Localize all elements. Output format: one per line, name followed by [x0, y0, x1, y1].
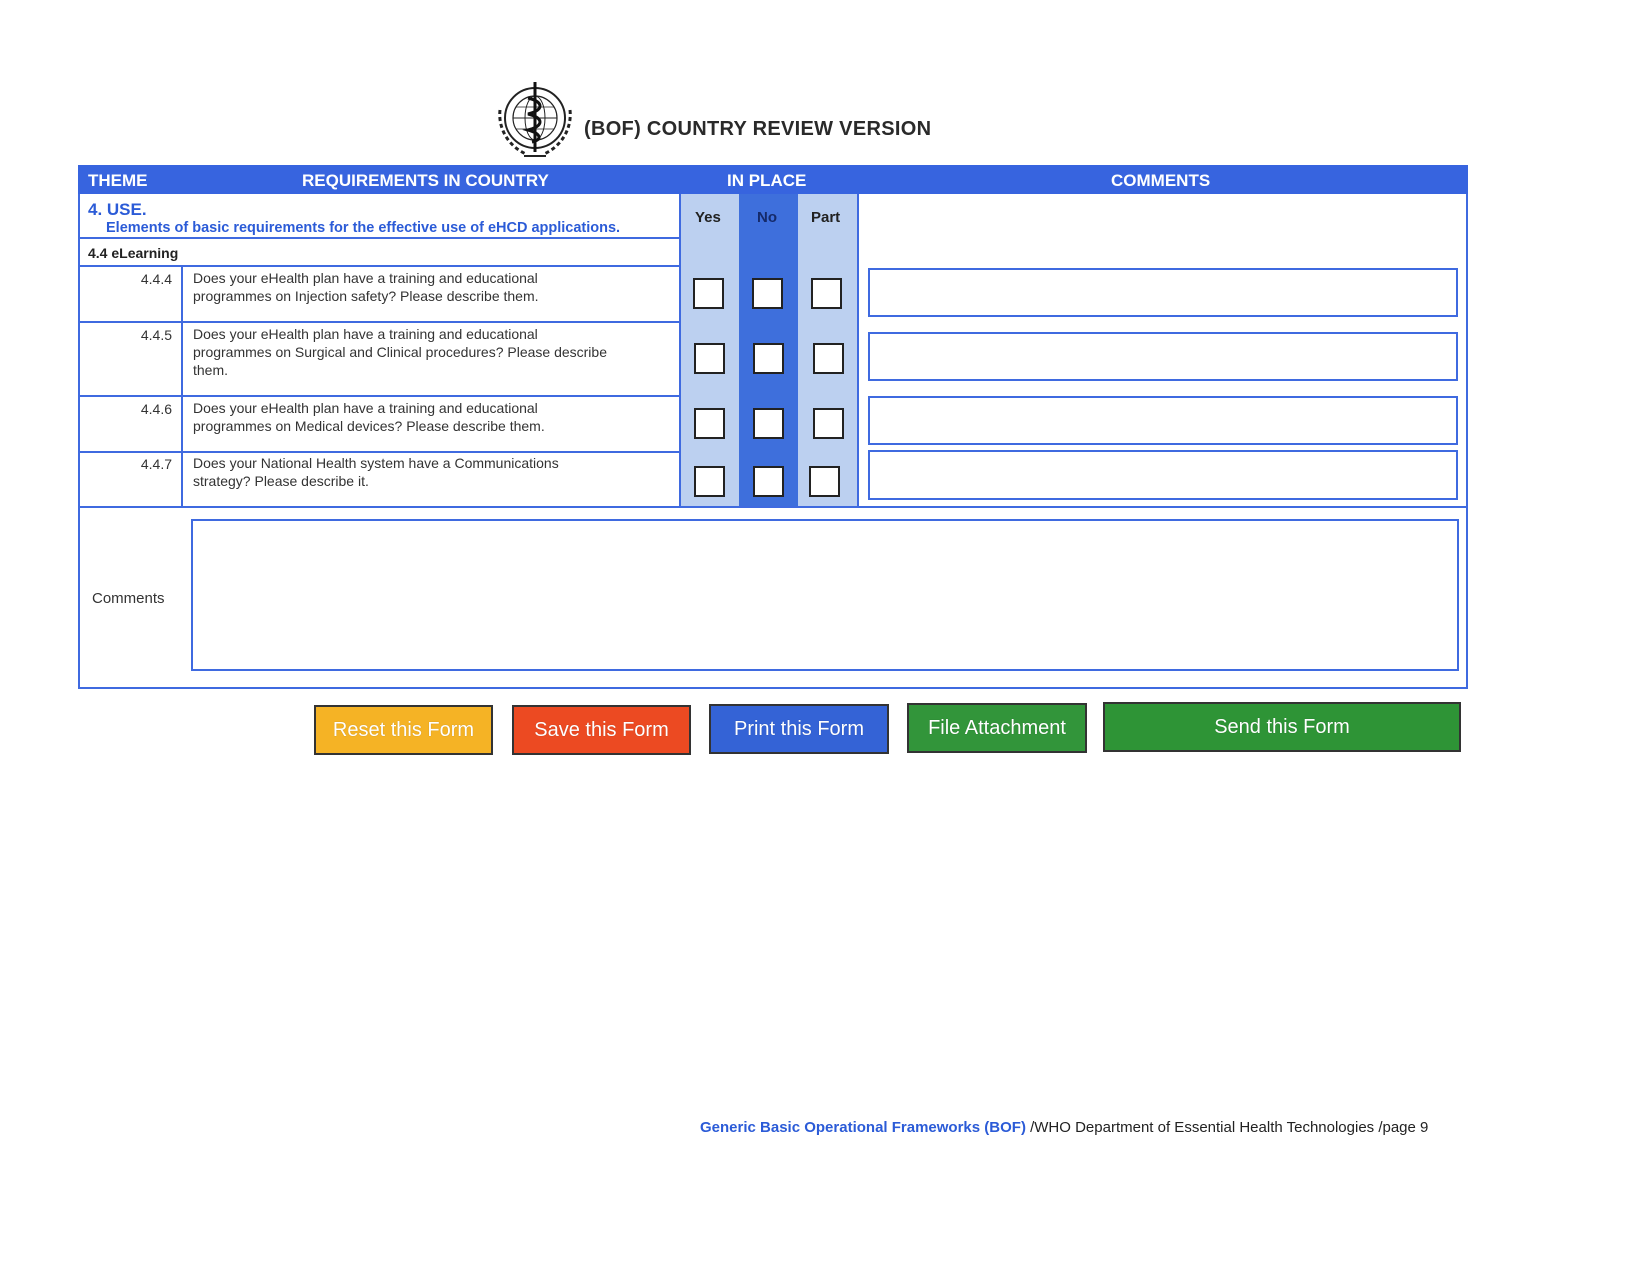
divider — [857, 194, 859, 508]
part-label: Part — [811, 209, 841, 226]
divider — [78, 506, 1468, 508]
no-label: No — [757, 209, 777, 226]
question-number: 4.4.4 — [140, 271, 172, 287]
divider — [78, 321, 679, 323]
requirements-header: REQUIREMENTS IN COUNTRY — [302, 171, 549, 190]
question-number: 4.4.7 — [140, 456, 172, 472]
comment-field-4-4-6[interactable] — [868, 396, 1458, 445]
file-attachment-button[interactable]: File Attachment — [907, 703, 1087, 753]
divider — [78, 506, 80, 689]
question-number: 4.4.6 — [140, 401, 172, 417]
question-text: Does your National Health system have a Communications strategy? Please describe it. — [193, 455, 559, 489]
yes-checkbox-4-4-7[interactable] — [694, 466, 725, 497]
footer-text: /WHO Department of Essential Health Technologies /page 9 — [1025, 1119, 1429, 1136]
section-number: 4. USE. — [88, 200, 147, 219]
question-text: Does your eHealth plan have a training and educational programmes on Injection safety? Please describe them. — [193, 270, 539, 304]
general-comments-field[interactable] — [191, 519, 1459, 671]
no-checkbox-4-4-4[interactable] — [752, 278, 783, 309]
save-form-button[interactable]: Save this Form — [512, 705, 691, 755]
question-number: 4.4.5 — [140, 327, 172, 343]
print-form-button[interactable]: Print this Form — [709, 704, 889, 754]
divider — [181, 265, 183, 506]
part-checkbox-4-4-6[interactable] — [813, 408, 844, 439]
divider — [78, 395, 679, 397]
no-checkbox-4-4-5[interactable] — [753, 343, 784, 374]
document-title: (BOF) COUNTRY REVIEW VERSION — [584, 118, 932, 140]
page-footer — [700, 1119, 1428, 1136]
footer-title: Generic Basic Operational Frameworks (BOF) — [700, 1119, 1026, 1136]
subsection-title: 4.4 eLearning — [88, 245, 179, 261]
divider — [78, 451, 679, 453]
yes-checkbox-4-4-6[interactable] — [694, 408, 725, 439]
comments-label: Comments — [92, 590, 165, 607]
yes-label: Yes — [695, 209, 721, 226]
part-checkbox-4-4-5[interactable] — [813, 343, 844, 374]
part-checkbox-4-4-4[interactable] — [811, 278, 842, 309]
no-checkbox-4-4-7[interactable] — [753, 466, 784, 497]
send-form-button[interactable]: Send this Form — [1103, 702, 1461, 752]
divider — [679, 194, 681, 508]
comment-field-4-4-5[interactable] — [868, 332, 1458, 381]
divider — [78, 237, 679, 239]
part-checkbox-4-4-7[interactable] — [809, 466, 840, 497]
in-place-header: IN PLACE — [727, 171, 807, 190]
comment-field-4-4-4[interactable] — [868, 268, 1458, 317]
reset-form-button[interactable]: Reset this Form — [314, 705, 493, 755]
comment-field-4-4-7[interactable] — [868, 450, 1458, 500]
question-text: Does your eHealth plan have a training and educational programmes on Surgical and Clinical procedures? Please describe them. — [193, 326, 607, 378]
question-text: Does your eHealth plan have a training and educational programmes on Medical devices? Please describe them. — [193, 400, 545, 434]
divider — [78, 265, 679, 267]
yes-checkbox-4-4-4[interactable] — [693, 278, 724, 309]
section-description: Elements of basic requirements for the effective use of eHCD applications. — [106, 220, 621, 236]
who-emblem-icon — [492, 78, 578, 164]
yes-checkbox-4-4-5[interactable] — [694, 343, 725, 374]
theme-header: THEME — [88, 171, 148, 190]
comments-header: COMMENTS — [1111, 171, 1211, 190]
no-checkbox-4-4-6[interactable] — [753, 408, 784, 439]
